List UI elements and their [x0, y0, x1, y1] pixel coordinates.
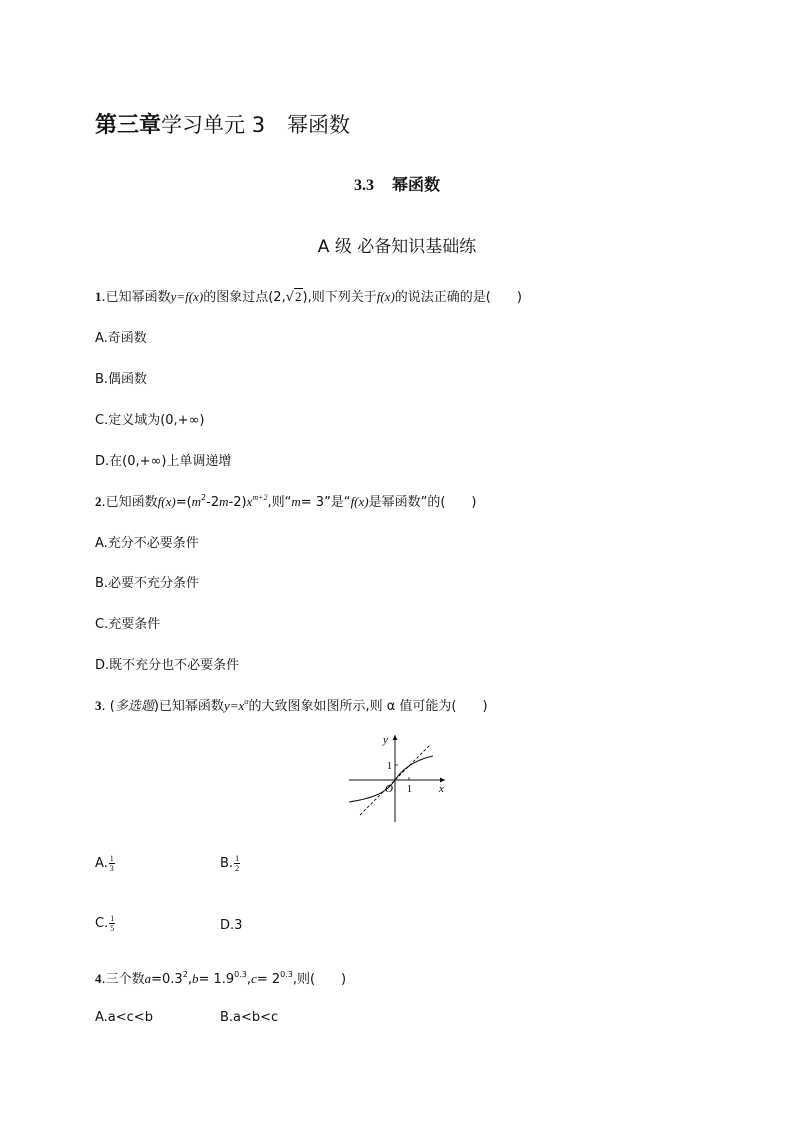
question-1 [95, 286, 522, 305]
x-axis-arrow [440, 778, 445, 783]
fraction [109, 914, 115, 933]
section-title [0, 172, 794, 195]
y-label: y [383, 734, 388, 746]
q1-text-2: 的图象过点(2, [203, 290, 286, 305]
q4-option-b[interactable]: B.a<b<c [220, 1010, 279, 1025]
q2-text-4: -2) [228, 495, 247, 510]
q1-option-d[interactable]: D.在(0,+∞)上单调递增 [95, 454, 232, 469]
question-number: 1 [95, 289, 102, 304]
level-title: A 级 必备知识基础练 [317, 237, 477, 257]
q3-option-c[interactable] [95, 914, 115, 933]
q4-text-3: = 1.9 [198, 972, 235, 987]
section-number: 3.3 [353, 177, 374, 194]
option-letter: B. [220, 856, 234, 871]
sqrt-symbol: √2 [285, 289, 302, 305]
x-tick-label: 1 [407, 784, 412, 795]
numerator: 1 [109, 854, 114, 863]
q1-function: y=f(x) [170, 289, 204, 304]
q1-text-1: .已知幂函数 [101, 290, 171, 305]
q2-text-1: .已知函数 [101, 495, 158, 510]
question-number: 3 [95, 698, 102, 713]
q4-text-2: =0.3 [151, 972, 183, 987]
q2-text-5: ,则“ [267, 495, 292, 510]
option-letter: A. [95, 856, 108, 871]
q4-option-a[interactable]: A.a<c<b [95, 1010, 153, 1025]
chapter-header [95, 108, 350, 139]
exponent: 0.3 [234, 970, 247, 979]
section-name: 幂函数 [391, 175, 440, 194]
option-letter: C. [95, 916, 109, 931]
q2-text-2: =( [175, 495, 192, 510]
q2-m: m [291, 494, 301, 509]
unit-label: 学习单元 3 [161, 113, 266, 137]
q1-option-a[interactable]: A.奇函数 [95, 331, 147, 346]
q2-x: x [246, 494, 253, 509]
var-a: a [144, 971, 152, 986]
q4-text-1: .三个数 [101, 972, 145, 987]
q1-text-4: 的说法正确的是( ) [394, 290, 522, 305]
q3-option-a[interactable] [95, 854, 115, 873]
numerator: 1 [110, 914, 115, 923]
numerator: 1 [235, 854, 240, 863]
q3-text-1: . ( [101, 699, 115, 714]
q2-exponent-m: m+2 [252, 493, 268, 502]
q3-option-b[interactable] [220, 854, 240, 873]
q2-text-3: -2 [206, 495, 220, 510]
multiple-choice-tag: 多选题 [114, 699, 154, 714]
origin-label: O [385, 783, 393, 795]
y-axis-arrow [393, 735, 398, 740]
chapter-label: 第三章 [95, 113, 162, 138]
question-number: 4 [95, 971, 102, 986]
y-tick-label: 1 [387, 761, 392, 772]
q3-alpha: α [244, 697, 249, 706]
q4-text-4: = 2 [256, 972, 281, 987]
exponent: 0.3 [280, 970, 293, 979]
question-4: 4.三个数$a=0.3^2,b= 1.9^{0.3},c= 2^{0.3}$,则( ) [95, 970, 347, 987]
q4-text-5: ,则( ) [292, 972, 347, 987]
q3-option-d[interactable] [220, 918, 242, 933]
q1-fx: f(x) [376, 289, 395, 304]
q2-m: m [219, 494, 229, 509]
fraction [109, 854, 115, 873]
question-2 [95, 491, 477, 510]
denominator: 5 [110, 924, 115, 933]
q2-exponent-2: 2 [201, 493, 207, 502]
var-b: b [191, 971, 199, 986]
denominator: 3 [109, 864, 114, 873]
q1-option-b[interactable]: B.偶函数 [95, 372, 148, 387]
question-3 [95, 695, 488, 714]
q3-function: y=x [223, 698, 245, 713]
exponent: 2 [182, 970, 188, 979]
q2-fx: f(x) [157, 494, 176, 509]
q1-option-c[interactable]: C.定义域为(0,+∞) [95, 413, 205, 428]
option-letter: D. [220, 918, 235, 933]
denominator: 2 [235, 864, 240, 873]
option-value: 3 [234, 918, 243, 933]
q2-text-6: = 3”是“ [300, 495, 351, 510]
fraction [234, 854, 240, 873]
sqrt-radicand: 2 [295, 289, 302, 304]
q2-m: m [191, 494, 202, 509]
q2-option-a[interactable]: A.充分不必要条件 [95, 536, 199, 551]
q2-text-7: 是幂函数”的( ) [368, 495, 477, 510]
x-label: x [439, 783, 444, 795]
var-c: c [251, 971, 257, 986]
q2-option-c[interactable]: C.充要条件 [95, 617, 161, 632]
q2-option-b[interactable]: B.必要不充分条件 [95, 576, 200, 591]
q3-text-3: 的大致图象如图所示,则 α 值可能为( ) [248, 699, 488, 714]
q2-fx: f(x) [350, 494, 369, 509]
q2-option-d[interactable]: D.既不充分也不必要条件 [95, 658, 240, 673]
q3-text-2: )已知幂函数 [153, 699, 224, 714]
q1-text-3: ),则下列关于 [302, 290, 377, 305]
topic-label: 幂函数 [287, 113, 351, 137]
power-function-graph [345, 730, 455, 825]
question-number: 2 [95, 494, 102, 509]
